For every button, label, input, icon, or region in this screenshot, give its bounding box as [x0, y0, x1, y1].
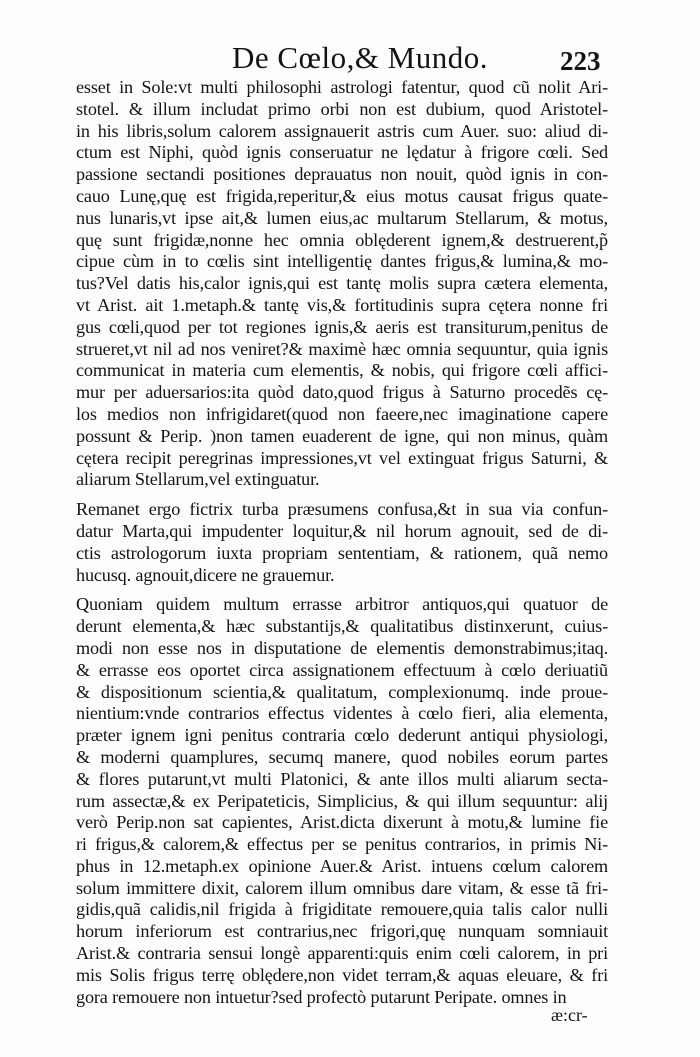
paragraph-gap: [76, 586, 608, 594]
paragraph: [76, 499, 608, 586]
text-line: & moderni quamplures, secumq manere, quod nobiles eorum partes: [76, 746, 608, 767]
text-line: cauo Lunę,quę est frigida,reperitur,& eius motus causat frigus quate-: [76, 185, 608, 206]
paragraph: [76, 77, 608, 491]
text-line: gus cœli,quod per tot regiones ignis,& aeris est transiturum,penitus de: [76, 316, 608, 337]
text-line: & dispositionum scientia,& qualitatum, complexionumq. inde proue-: [76, 681, 608, 702]
text-line: ctum est Niphi, quòd ignis conseruatur ne lędatur à frigore cœli. Sed: [76, 142, 608, 163]
text-line: vt Arist. ait 1.metaph.& tantę vis,& fortitudinis supra cętera nonne fri: [76, 294, 608, 315]
text-line: Quoniam quidem multum errasse arbitror antiquos,qui quatuor de: [76, 594, 608, 615]
text-line: communicat in materia cum elementis, & nobis, qui frigore cœli affici-: [76, 360, 608, 381]
text-line: ctis astrologorum iuxta propriam sententiam, & rationem, quã nemo: [76, 542, 608, 563]
text-line: nus lunaris,vt ipse ait,& lumen eius,ac multarum Stellarum, & motus,: [76, 207, 608, 228]
text-line: aliarum Stellarum,vel extinguatur.: [76, 469, 320, 490]
text-line: solum immittere dixit, calorem illum omnibus dare vitam, & esse tã fri-: [76, 877, 608, 898]
text-line: in his libris,solum calorem assignauerit astris cum Auer. suo: aliud di-: [76, 120, 608, 141]
text-line: tus?Vel datis his,calor ignis,qui est tantę molis supra cætera elementa,: [76, 273, 608, 294]
text-line: passione sectandi positiones deprauatus non nouit, quòd ignis in con-: [76, 164, 608, 185]
text-line: cętera recipit peregrinas impressiones,vt vel extinguat frigus Saturni, &: [76, 447, 608, 468]
page-header: [0, 40, 700, 80]
text-line: gora remouere non intuetur?sed profectò putarunt Peripate. omnes in: [76, 986, 567, 1007]
text-line: & errasse eos oportet circa assignationem effectuum à cœlo deriuatiũ: [76, 659, 608, 680]
text-line: quę sunt frigidæ,nonne hec omnia oblęderent ignem,& destruerent,p̃: [76, 229, 608, 250]
text-line: verò Perip.non sat capientes, Arist.dicta dixerunt à motu,& lumine fie: [76, 812, 608, 833]
text-line: mur per aduersarios:ita quòd dato,quod frigus à Saturno procedẽs cę-: [76, 382, 608, 403]
text-line: gidis,quã calidis,nil frigida à frigiditate remouere,quia talis calor nulli: [76, 899, 608, 920]
text-line: horum inferiorum est contrarius,nec frigori,quę nunquam somniauit: [76, 921, 608, 942]
paragraph: [76, 594, 608, 1008]
text-line: esset in Sole:vt multi philosophi astrologi fatentur, quod cũ nolit Ari-: [76, 77, 608, 97]
text-line: datur Marta,qui impudenter loquitur,& nil horum agnouit, sed de di-: [76, 520, 608, 541]
body-text: [76, 77, 608, 1008]
catchword: æ:cr-: [551, 1005, 588, 1025]
text-line: & flores putarunt,vt multi Platonici, & ante illos multi aliarum secta-: [76, 768, 608, 789]
text-line: modi non esse nos in disputatione de elementis demonstrabimus;itaq.: [76, 637, 608, 658]
text-line: præter ignem igni penitus contraria cœlo dederunt antiqui physiologi,: [76, 725, 608, 746]
text-line: derunt elementa,& hæc substantijs,& qualitatibus distinxerunt, cuius-: [76, 616, 608, 637]
text-line: mis Solis frigus terrę oblędere,non videt terram,& aquas eleuare, & fri: [76, 964, 608, 985]
text-line: hucusq. agnouit,dicere ne grauemur.: [76, 564, 335, 585]
running-title: De Cœlo,& Mundo.: [232, 40, 488, 75]
text-line: nientium:vnde contrarios effectus videntes à cœlo fieri, alia elementa,: [76, 703, 608, 724]
text-line: rum assectæ,& ex Peripateticis, Simplicius, & qui illum sequuntur: alij: [76, 790, 608, 811]
text-line: strueret,vt nil ad nos veniret?& maximè hæc omnia sequuntur, quia ignis: [76, 338, 608, 359]
text-line: Arist.& contraria sensui longè apparenti:quis enim cœli calorem, in pri: [76, 943, 608, 964]
text-line: Remanet ergo fictrix turba præsumens confusa,&t in sua via confun-: [76, 499, 608, 520]
text-line: stotel. & illum includat primo orbi non est dubium, quod Aristotel-: [76, 98, 608, 119]
text-line: phus in 12.metaph.ex opinione Auer.& Arist. intuens cœlum calorem: [76, 855, 608, 876]
text-line: cipue cùm in to cœlis sint intelligentię dantes frigus,& lumina,& mo-: [76, 251, 608, 272]
text-line: los medios non infrigidaret(quod non faeere,nec imaginatione capere: [76, 403, 608, 424]
page-number: 223: [560, 46, 601, 76]
text-line: possunt & Perip. )non tamen euaderent de igne, qui non minus, quàm: [76, 425, 608, 446]
text-line: ri frigus,& calorem,& effectus per se penitus contrarios, in primis Ni-: [76, 834, 608, 855]
paragraph-gap: [76, 491, 608, 499]
